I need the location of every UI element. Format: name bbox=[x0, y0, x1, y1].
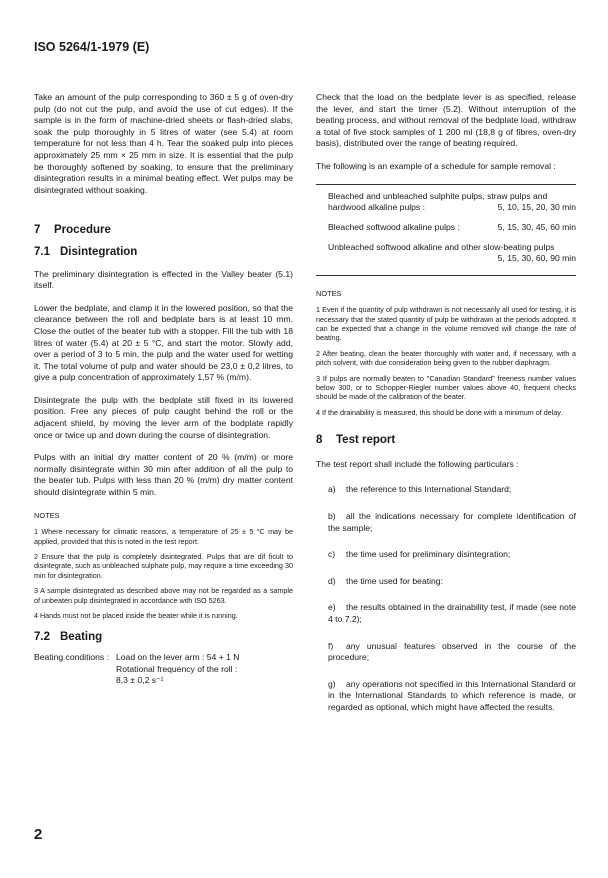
left-column bbox=[34, 92, 293, 687]
list-item bbox=[328, 679, 576, 714]
note-1: 1 Where necessary for climatic reasons, a temperature of 25 ± 5 °C may be applied, provided that this is noted in the test report. bbox=[34, 527, 293, 546]
document-header: ISO 5264/1-1979 (E) bbox=[34, 40, 150, 54]
beating-conditions bbox=[34, 652, 293, 687]
paragraph: The following is an example of a schedule for sample removal : bbox=[316, 160, 556, 171]
list-item bbox=[328, 602, 576, 625]
list-item bbox=[328, 511, 576, 534]
item-text: the reference to this International Standard; bbox=[346, 484, 512, 495]
item-text: the results obtained in the drainability test, if made (see note 4 to 7.2); bbox=[328, 602, 576, 624]
section-number: 7 bbox=[34, 224, 41, 237]
section-title: Beating bbox=[60, 631, 103, 644]
paragraph: Pulps with an initial dry matter content of 20 % (m/m) or more normally disintegrate within 30 min after addition of all the pulp to the beater tub. Pulps with less than 20 % (m/m) dry matter content should disintegrate within 5 min. bbox=[34, 452, 293, 498]
schedule-label: Bleached softwood alkaline pulps : bbox=[328, 221, 460, 232]
note-3: 3 A sample disintegrated as described above may not be regarded as a sample of unbeaten pulp disintegrated in accordance with ISO 5263. bbox=[34, 586, 293, 605]
schedule-values: 5, 15, 30, 45, 60 min bbox=[497, 221, 576, 232]
section-number: 7.2 bbox=[34, 631, 50, 644]
item-label: d) bbox=[328, 575, 336, 586]
schedule-values: 5, 10, 15, 20, 30 min bbox=[497, 201, 576, 212]
schedule-values: 5, 15, 30, 60, 90 min bbox=[497, 252, 576, 263]
note-2: 2 Ensure that the pulp is completely disintegrated. Pulps that are dif ficult to disintegrate, such as unbleached sulphate pulp, may require a time exceeding 30 min for disintegration. bbox=[34, 552, 293, 580]
item-text: any unusual features observed in the course of the procedure; bbox=[328, 640, 576, 663]
item-text: the time used for preliminary disintegration; bbox=[346, 549, 511, 560]
item-label: f) bbox=[328, 640, 334, 651]
note-4: 4 Hands must not be placed inside the beater while it is running. bbox=[34, 611, 238, 621]
paragraph: Disintegrate the pulp with the bedplate still fixed in its lowered position. Free any pieces of pulp caught behind the roll or the adjacent shield, by moving the lever arm of the bodplate rapidly once or twice up and down during the course of disintegration. bbox=[34, 394, 293, 440]
item-label: g) bbox=[328, 678, 336, 689]
item-text: the time used for beating: bbox=[346, 575, 443, 586]
list-item bbox=[328, 576, 576, 588]
item-text: all the indications necessary for complete identification of the sample; bbox=[328, 511, 576, 533]
item-label: c) bbox=[328, 549, 336, 560]
section-number: 8 bbox=[316, 434, 323, 447]
schedule-label: Bleached and unbleached sulphite pulps, straw pulps and hardwood alkaline pulps : bbox=[328, 190, 548, 212]
note-4: 4 If the drainability is measured, this should be done with a minimum of delay. bbox=[316, 407, 563, 417]
section-title: Test report bbox=[336, 434, 396, 447]
item-label: b) bbox=[328, 511, 336, 521]
section-title: Procedure bbox=[54, 224, 111, 237]
notes-label: NOTES bbox=[34, 510, 60, 520]
schedule-row bbox=[328, 242, 576, 264]
right-column bbox=[316, 92, 576, 729]
list-item bbox=[328, 549, 576, 561]
schedule-row bbox=[328, 191, 576, 213]
list-item bbox=[328, 484, 576, 496]
note-1: 1 Even if the quantity of pulp withdrawn is not necessarily all used for testing, it is necessary that the stated quantity of pulp be withdrawn at the periods adopted. It can be expected that a change in the volume removed will change the rate of beating. bbox=[316, 305, 576, 343]
schedule-table bbox=[316, 184, 576, 276]
schedule-row bbox=[328, 222, 576, 233]
section-7-1-heading bbox=[34, 247, 293, 259]
note-2: 2 After beating, clean the beater thoroughly with water and, if necessary, with a pitch solvent, with due consideration being given to the rubber diaphragm. bbox=[316, 348, 576, 368]
beating-conditions-values bbox=[116, 652, 240, 687]
section-8-heading bbox=[316, 435, 576, 447]
paragraph: Check that the load on the bedplate lever is as specified, release the lever, and start the timer (5.2). Without interruption of the beating process, and without removal of the bedplate load, withdraw a total of five stock samples of 1 200 ml (18,8 g of fibres, oven-dry basis), distributed over the range of beating required. bbox=[316, 92, 576, 149]
frequency-line: Rotational frequency of the roll : bbox=[116, 663, 238, 674]
beating-conditions-label: Beating conditions : bbox=[34, 652, 110, 663]
item-text: any operations not specified in this International Standard or in the International Standards to which reference is made, or regarded as optional, which might have affected the results. bbox=[328, 678, 576, 712]
item-label: a) bbox=[328, 484, 336, 495]
page-number: 2 bbox=[34, 826, 43, 843]
section-7-2-heading bbox=[34, 632, 293, 644]
load-line: Load on the lever arm : 54 + 1 N bbox=[116, 652, 240, 663]
paragraph: The preliminary disintegration is effected in the Valley beater (5.1) itself. bbox=[34, 268, 293, 291]
notes-label: NOTES bbox=[316, 288, 342, 298]
item-label: e) bbox=[328, 602, 336, 613]
intro-paragraph: Take an amount of the pulp corresponding to 360 ± 5 g of oven-dry pulp (do not cut the pulp, and avoid the use of cut edges). If the sample is in the form of machine-dried sheets or flash-dried slabs, soak the pulp thoroughly in 5 litres of water (see 5.4) at room temperature for not less than 4 h. Tear the soaked pulp into pieces approximately 25 mm × 25 mm in size. It is essential that the pulp be thoroughly softened by soaking, to ensure that the preliminary disintegration results in a minimal beating effect. Wet pulps may be disintegrated without soaking. bbox=[34, 92, 293, 195]
paragraph: Lower the bedplate, and clamp it in the lowered position, so that the clearance between the roll and bedplate bars is at least 10 mm. Close the outlet of the beater tub with a stopper. Fill the tub with 18 litres of water (5.4) at 20 ± 5 °C, and start the motor. Slowly add, over a period of 3 to 5 min, the pulp and the water used for wetting it. The total volume of pulp and water should be 23,0 ± 0,2 litres, to give a pulp concentration of approximately 1,57 % (m/m). bbox=[34, 302, 293, 383]
section-number: 7.1 bbox=[34, 245, 50, 258]
section-7-heading bbox=[34, 225, 293, 237]
schedule-label: Unbleached softwood alkaline and other slow-beating pulps bbox=[328, 241, 555, 252]
note-3: 3 If pulps are normally beaten to "Canadian Standard" freeness number values below 300, or to Schopper-Riegler number values above 40, frequent checks should be made of the calibration of the beater. bbox=[316, 373, 576, 402]
section-title: Disintegration bbox=[60, 245, 138, 258]
report-intro: The test report shall include the following particulars : bbox=[316, 458, 519, 469]
list-item bbox=[328, 641, 576, 664]
frequency-value: 8,3 ± 0,2 s⁻¹ bbox=[116, 675, 164, 686]
